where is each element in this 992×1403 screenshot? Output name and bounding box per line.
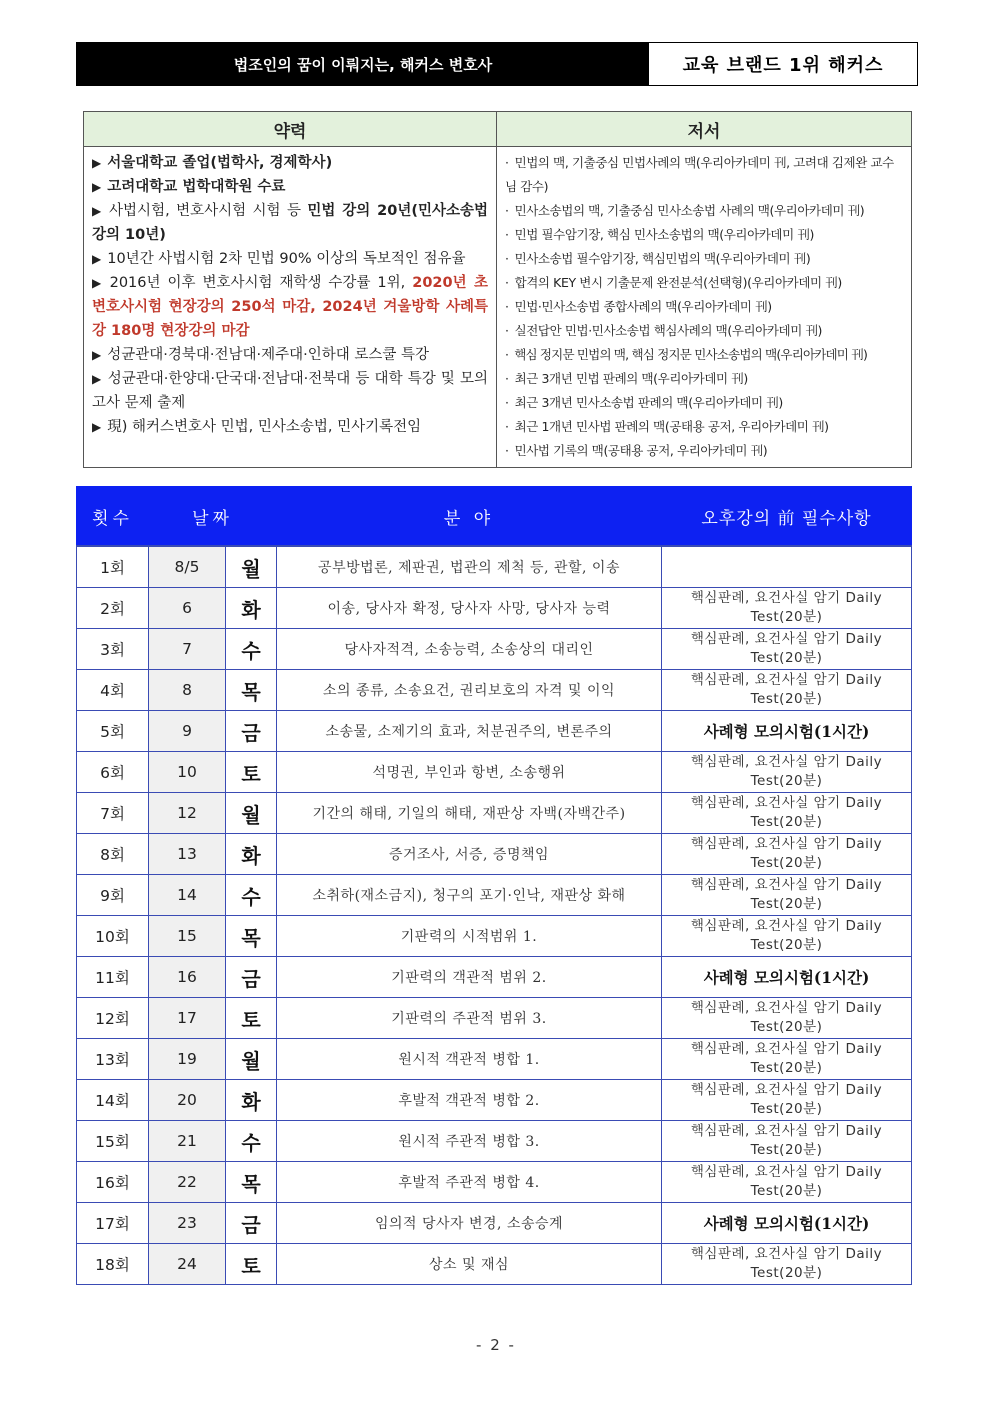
session-date: 8/5 [149, 546, 226, 588]
table-row [77, 875, 912, 916]
arrow-icon: ▶ [92, 348, 102, 362]
session-date: 14 [149, 875, 226, 916]
session-topic: 기판력의 주관적 범위 3. [277, 998, 662, 1039]
arrow-icon: ▶ [92, 180, 102, 194]
book-item: · 민법·민사소송법 종합사례의 맥(우리아카데미 刊) [505, 299, 772, 314]
header-slogan: 법조인의 꿈이 이뤄지는, 해커스 변호사 [77, 43, 649, 85]
session-topic: 공부방법론, 제판권, 법관의 제척 등, 관할, 이송 [277, 546, 662, 588]
header-brand: 교육 브랜드 1위 해커스 [649, 43, 917, 85]
book-item: · 핵심 정지문 민법의 맥, 핵심 정지문 민사소송법의 맥(우리아카데미 刊) [505, 347, 868, 362]
session-number: 4회 [77, 670, 149, 711]
table-row [77, 998, 912, 1039]
table-row [77, 752, 912, 793]
book-item: · 합격의 KEY 변시 기출문제 완전분석(선택형)(우리아카데미 刊) [505, 275, 842, 290]
career-item: ▶ 성균관대·한양대·단국대·전남대·전북대 등 대학 특강 및 모의고사 문제 출제 [92, 371, 488, 411]
session-number: 16회 [77, 1162, 149, 1203]
session-date: 9 [149, 711, 226, 752]
career-item: ▶ 서울대학교 졸업(법학사, 경제학사) [92, 155, 333, 171]
table-row [77, 588, 912, 629]
session-date: 12 [149, 793, 226, 834]
session-topic: 기판력의 시적범위 1. [277, 916, 662, 957]
instructor-profile-table [83, 111, 912, 468]
session-topic: 당사자적격, 소송능력, 소송상의 대리인 [277, 629, 662, 670]
session-weekday: 화 [226, 588, 277, 629]
table-row [77, 1121, 912, 1162]
session-number: 7회 [77, 793, 149, 834]
session-requirement: 핵심판례, 요건사실 암기 Daily Test(20분) [662, 629, 912, 670]
session-number: 18회 [77, 1244, 149, 1285]
session-requirement [662, 546, 912, 588]
career-item: ▶ 現) 해커스변호사 민법, 민사소송법, 민사기록전임 [92, 419, 422, 435]
session-weekday: 월 [226, 546, 277, 588]
session-requirement: 핵심판례, 요건사실 암기 Daily Test(20분) [662, 1121, 912, 1162]
session-requirement: 사례형 모의시험(1시간) [662, 711, 912, 752]
session-requirement: 핵심판례, 요건사실 암기 Daily Test(20분) [662, 1080, 912, 1121]
session-requirement: 핵심판례, 요건사실 암기 Daily Test(20분) [662, 834, 912, 875]
session-number: 17회 [77, 1203, 149, 1244]
session-number: 1회 [77, 546, 149, 588]
book-item: · 민법 필수암기장, 핵심 민사소송법의 맥(우리아카데미 刊) [505, 227, 814, 242]
table-row [77, 1080, 912, 1121]
career-item: ▶ 사법시험, 변호사시험 시험 등 민법 강의 20년(민사소송법 강의 10년) [92, 203, 488, 243]
session-requirement: 핵심판례, 요건사실 암기 Daily Test(20분) [662, 670, 912, 711]
session-topic: 원시적 주관적 병합 3. [277, 1121, 662, 1162]
table-row [77, 1244, 912, 1285]
session-date: 7 [149, 629, 226, 670]
session-topic: 상소 및 재심 [277, 1244, 662, 1285]
session-topic: 소송물, 소제기의 효과, 처분권주의, 변론주의 [277, 711, 662, 752]
session-topic: 후발적 주관적 병합 4. [277, 1162, 662, 1203]
session-topic: 기판력의 객관적 범위 2. [277, 957, 662, 998]
session-weekday: 화 [226, 1080, 277, 1121]
session-weekday: 토 [226, 1244, 277, 1285]
session-weekday: 목 [226, 670, 277, 711]
table-row [77, 670, 912, 711]
session-weekday: 목 [226, 1162, 277, 1203]
arrow-icon: ▶ [92, 372, 102, 386]
schedule-body [77, 546, 912, 1285]
col-header-req: 오후강의 前 필수사항 [662, 487, 912, 547]
book-item: · 실전답안 민법·민사소송법 핵심사례의 맥(우리아카데미 刊) [505, 323, 823, 338]
table-row [77, 793, 912, 834]
session-topic: 소취하(재소금지), 청구의 포기·인낙, 재판상 화해 [277, 875, 662, 916]
session-weekday: 월 [226, 793, 277, 834]
arrow-icon: ▶ [92, 156, 102, 170]
session-weekday: 금 [226, 1203, 277, 1244]
lecture-schedule-table [76, 486, 912, 1285]
session-number: 2회 [77, 588, 149, 629]
session-topic: 원시적 객관적 병합 1. [277, 1039, 662, 1080]
session-requirement: 사례형 모의시험(1시간) [662, 1203, 912, 1244]
books-header: 저서 [497, 112, 912, 147]
session-requirement: 핵심판례, 요건사실 암기 Daily Test(20분) [662, 916, 912, 957]
page-header [76, 42, 918, 86]
session-date: 20 [149, 1080, 226, 1121]
session-requirement: 핵심판례, 요건사실 암기 Daily Test(20분) [662, 1244, 912, 1285]
book-item: · 민사소송법의 맥, 기출중심 민사소송법 사례의 맥(우리아카데미 刊) [505, 203, 865, 218]
table-row [77, 711, 912, 752]
session-requirement: 사례형 모의시험(1시간) [662, 957, 912, 998]
session-weekday: 수 [226, 1121, 277, 1162]
session-requirement: 핵심판례, 요건사실 암기 Daily Test(20분) [662, 1039, 912, 1080]
session-date: 15 [149, 916, 226, 957]
arrow-icon: ▶ [92, 252, 102, 266]
session-requirement: 핵심판례, 요건사실 암기 Daily Test(20분) [662, 998, 912, 1039]
session-requirement: 핵심판례, 요건사실 암기 Daily Test(20분) [662, 752, 912, 793]
session-date: 21 [149, 1121, 226, 1162]
session-topic: 석명권, 부인과 항변, 소송행위 [277, 752, 662, 793]
session-topic: 증거조사, 서증, 증명책임 [277, 834, 662, 875]
session-requirement: 핵심판례, 요건사실 암기 Daily Test(20분) [662, 588, 912, 629]
book-item: · 최근 3개년 민사소송법 판례의 맥(우리아카데미 刊) [505, 395, 783, 410]
session-number: 15회 [77, 1121, 149, 1162]
book-item: · 최근 3개년 민법 판례의 맥(우리아카데미 刊) [505, 371, 748, 386]
session-date: 6 [149, 588, 226, 629]
table-row [77, 546, 912, 588]
table-row [77, 957, 912, 998]
session-date: 17 [149, 998, 226, 1039]
session-date: 24 [149, 1244, 226, 1285]
career-item: ▶ 고려대학교 법학대학원 수료 [92, 179, 286, 195]
career-header: 약력 [84, 112, 497, 147]
session-number: 12회 [77, 998, 149, 1039]
session-weekday: 수 [226, 629, 277, 670]
session-date: 8 [149, 670, 226, 711]
table-row [77, 1162, 912, 1203]
session-requirement: 핵심판례, 요건사실 암기 Daily Test(20분) [662, 1162, 912, 1203]
col-header-field: 분 야 [277, 487, 662, 547]
book-item: · 민사법 기록의 맥(공태용 공저, 우리아카데미 刊) [505, 443, 768, 458]
career-item: ▶ 2016년 이후 변호사시험 재학생 수강률 1위, 2020년 초 변호사시험 현장강의 250석 마감, 2024년 겨울방학 사례특강 180명 현장강의 마감 [92, 275, 489, 339]
session-weekday: 수 [226, 875, 277, 916]
arrow-icon: ▶ [92, 204, 104, 218]
session-date: 13 [149, 834, 226, 875]
session-topic: 임의적 당사자 변경, 소송승계 [277, 1203, 662, 1244]
session-weekday: 금 [226, 711, 277, 752]
session-number: 5회 [77, 711, 149, 752]
col-header-no: 횟수 [77, 487, 149, 547]
books-cell [497, 147, 912, 468]
session-weekday: 토 [226, 998, 277, 1039]
table-row [77, 1039, 912, 1080]
session-topic: 이송, 당사자 확정, 당사자 사망, 당사자 능력 [277, 588, 662, 629]
table-row [77, 1203, 912, 1244]
session-number: 14회 [77, 1080, 149, 1121]
book-item: · 민사소송법 필수암기장, 핵심민법의 맥(우리아카데미 刊) [505, 251, 811, 266]
career-cell [84, 147, 497, 468]
book-item: · 민법의 맥, 기출중심 민법사례의 맥(우리아카데미 刊, 고려대 김제완 교수님 감수) [505, 155, 894, 194]
session-number: 10회 [77, 916, 149, 957]
session-number: 8회 [77, 834, 149, 875]
session-topic: 소의 종류, 소송요건, 권리보호의 자격 및 이익 [277, 670, 662, 711]
session-date: 22 [149, 1162, 226, 1203]
table-row [77, 916, 912, 957]
career-item: ▶ 10년간 사법시험 2차 민법 90% 이상의 독보적인 점유율 [92, 251, 466, 267]
table-row [77, 834, 912, 875]
book-item: · 최근 1개년 민사법 판례의 맥(공태용 공저, 우리아카데미 刊) [505, 419, 829, 434]
career-item: ▶ 성균관대·경북대·전남대·제주대·인하대 로스쿨 특강 [92, 347, 430, 363]
session-requirement: 핵심판례, 요건사실 암기 Daily Test(20분) [662, 875, 912, 916]
session-date: 10 [149, 752, 226, 793]
session-weekday: 금 [226, 957, 277, 998]
col-header-date: 날짜 [149, 487, 277, 547]
session-date: 19 [149, 1039, 226, 1080]
session-date: 16 [149, 957, 226, 998]
session-number: 6회 [77, 752, 149, 793]
arrow-icon: ▶ [92, 420, 102, 434]
session-topic: 기간의 해태, 기일의 해태, 재판상 자백(자백간주) [277, 793, 662, 834]
session-date: 23 [149, 1203, 226, 1244]
session-weekday: 목 [226, 916, 277, 957]
session-requirement: 핵심판례, 요건사실 암기 Daily Test(20분) [662, 793, 912, 834]
session-weekday: 월 [226, 1039, 277, 1080]
session-weekday: 화 [226, 834, 277, 875]
session-weekday: 토 [226, 752, 277, 793]
session-number: 3회 [77, 629, 149, 670]
session-topic: 후발적 객관적 병합 2. [277, 1080, 662, 1121]
session-number: 13회 [77, 1039, 149, 1080]
session-number: 11회 [77, 957, 149, 998]
table-row [77, 629, 912, 670]
arrow-icon: ▶ [92, 276, 104, 290]
session-number: 9회 [77, 875, 149, 916]
page-number: - 2 - [476, 1336, 516, 1354]
